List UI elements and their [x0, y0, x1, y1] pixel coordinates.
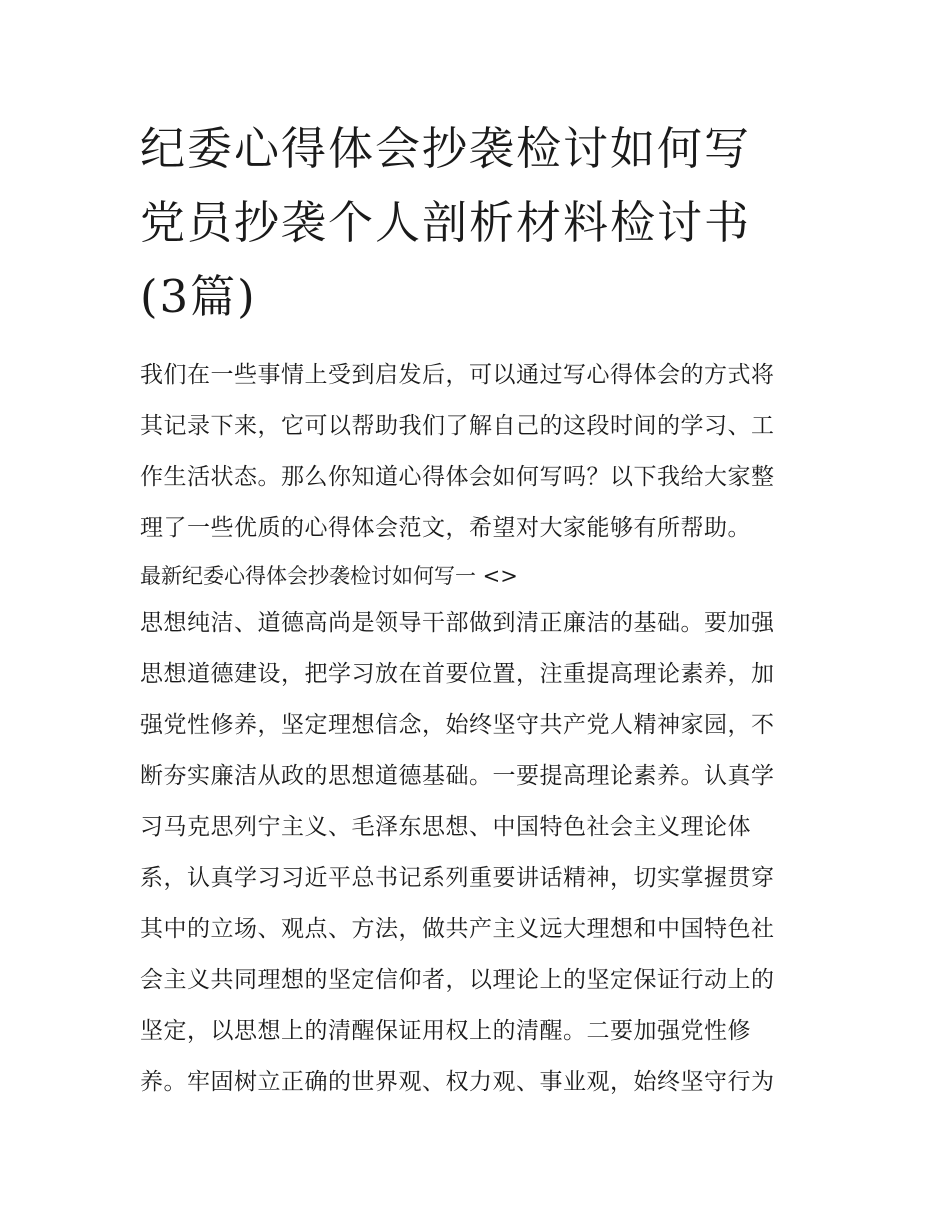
document-title: 纪委心得体会抄袭检讨如何写 党员抄袭个人剖析材料检讨书 (3篇) [140, 122, 752, 323]
intro-paragraph: 我们在一些事情上受到启发后，可以通过写心得体会的方式将 其记录下来，它可以帮助我们了解自己的这段时间的学习、工 作生活状态。那么你知道心得体会如何写吗？以下我给大家整 理了一些优质的心得体会范文，希望对大家能够有所帮助。 [140, 362, 775, 541]
document-content [140, 112, 820, 1108]
section-body-paragraph: 思想纯洁、道德高尚是领导干部做到清正廉洁的基础。要加强 思想道德建设，把学习放在首要位置，注重提高理论素养，加 强党性修养，坚定理想信念，始终坚守共产党人精神家园，不 断夯实廉洁从政的思想道德基础。一要提高理论素养。认真学 习马克思列宁主义、毛泽东思想、中国特色社会主义理论体 系，认真学习习近平总书记系列重要讲话精神，切实掌握贯穿 其中的立场、观点、方法，做共产主义远大理想和中国特色社 会主义共同理想的坚定信仰者，以理论上的坚定保证行动上的 坚定，以思想上的清醒保证用权上的清醒。二要加强党性修 养。牢固树立正确的世界观、权力观、事业观，始终坚守行为 [140, 610, 775, 1095]
section-heading: 最新纪委心得体会抄袭检讨如何写一 <> [140, 564, 518, 588]
